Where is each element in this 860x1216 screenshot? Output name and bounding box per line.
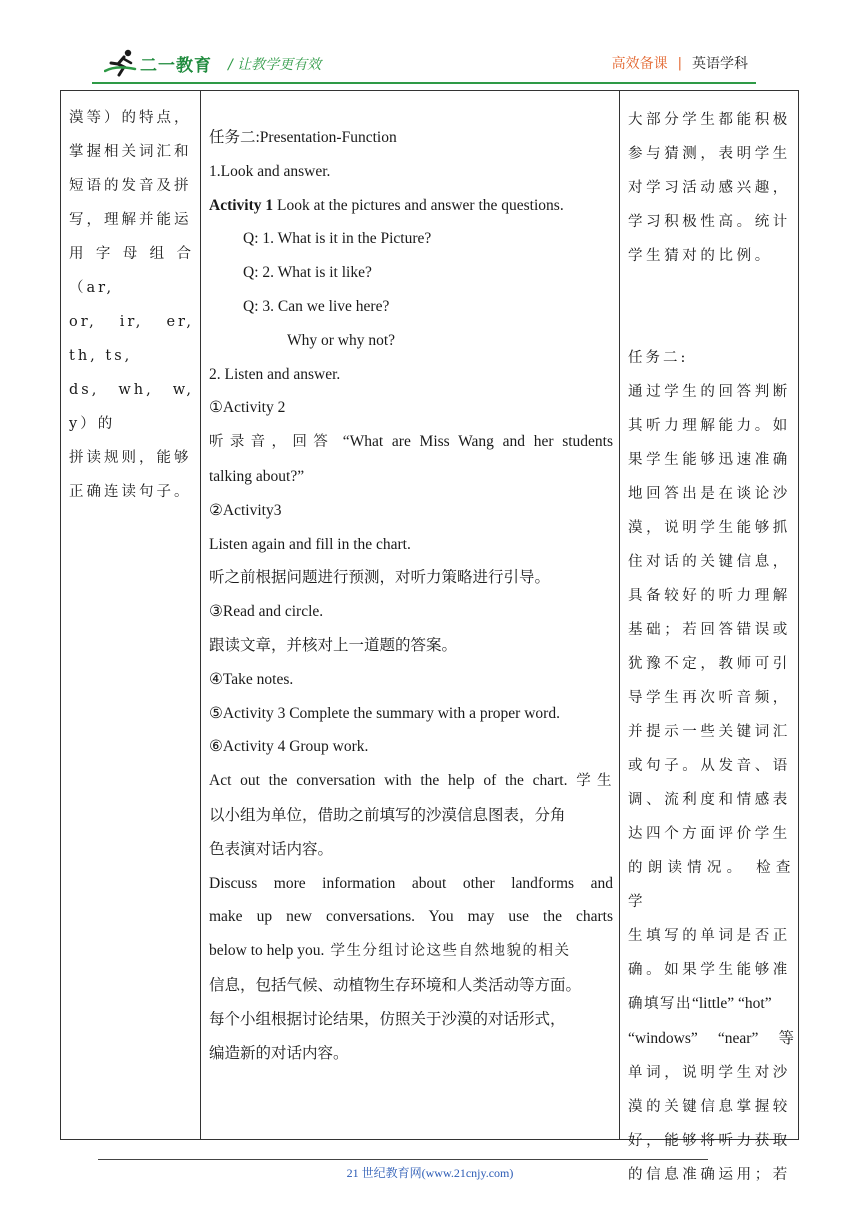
objective-line: 用字母组合（ar, bbox=[69, 246, 194, 296]
evaluation-line-words-2: “windows” “near” 等 bbox=[628, 1029, 794, 1047]
activity-2-instruction-cont: talking about?” bbox=[209, 467, 305, 485]
evaluation-line: 的信息准确运用；若 bbox=[628, 1166, 791, 1183]
discuss-line-5: 每个小组根据讨论结果，仿照关于沙漠的对话形式， bbox=[209, 1010, 566, 1028]
evaluation-line: 达四个方面评价学生 bbox=[628, 826, 791, 842]
step-look-answer: 1.Look and answer. bbox=[209, 162, 331, 180]
activity-2: ①Activity 2 bbox=[209, 399, 286, 417]
evaluation-line-words: 确填写出“little” “hot” bbox=[628, 995, 772, 1012]
objective-line: 掌握相关词汇和 bbox=[69, 144, 192, 160]
act-out-instruction: Act out the conversation with the help of the chart. 学生 bbox=[209, 772, 614, 790]
activity-3: ②Activity3 bbox=[209, 501, 282, 519]
objective-line: 正确连读句子。 bbox=[69, 484, 192, 500]
evaluation-line: 通过学生的回答判断 bbox=[628, 384, 791, 400]
evaluation-line: 漠的关键信息掌握较 bbox=[628, 1098, 791, 1115]
footer-divider bbox=[98, 1159, 708, 1160]
activity-2-instruction: 听录音，回答 “What are Miss Wang and her students bbox=[209, 433, 614, 451]
evaluation-line: 好，能够将听力获取 bbox=[628, 1132, 791, 1149]
objective-line: ds, wh, w, y）的 bbox=[69, 382, 194, 432]
objective-line: 写，理解并能运 bbox=[69, 212, 192, 228]
objective-line: 漠等）的特点， bbox=[69, 110, 192, 126]
evaluation-line: 确。如果学生能够准 bbox=[628, 962, 791, 978]
evaluation-line: 或句子。从发音、语 bbox=[628, 758, 791, 774]
activity-3-note: 听之前根据问题进行预测，对听力策略进行引导。 bbox=[209, 569, 551, 587]
question-3: Q: 3. Can we live here? bbox=[243, 297, 390, 315]
evaluation-line: 学习积极性高。统计 bbox=[628, 214, 791, 230]
evaluation-line: 基础；若回答错误或 bbox=[628, 622, 791, 638]
evaluation-line: 大部分学生都能积极 bbox=[628, 112, 791, 128]
activity-1-label: Activity 1 bbox=[209, 196, 274, 214]
act-out-note-cont: 色表演对话内容。 bbox=[209, 840, 334, 858]
page-header bbox=[0, 0, 860, 84]
question-3-followup: Why or why not? bbox=[287, 331, 396, 349]
header-divider bbox=[92, 82, 756, 84]
take-notes: ④Take notes. bbox=[209, 670, 294, 688]
discuss-line-1: Discuss more information about other landforms and bbox=[209, 874, 613, 892]
logo bbox=[104, 46, 212, 80]
act-out-note: 以小组为单位，借助之前填写的沙漠信息图表，分角 bbox=[209, 806, 566, 824]
task-title: 任务二:Presentation-Function bbox=[209, 129, 397, 146]
objectives-column bbox=[61, 91, 201, 1139]
activity-3-summary: ⑤Activity 3 Complete the summary with a proper word. bbox=[209, 704, 560, 722]
evaluation-line: 其听力理解能力。如 bbox=[628, 418, 791, 434]
evaluation-column bbox=[620, 91, 800, 1183]
objective-line: 短语的发音及拼 bbox=[69, 178, 192, 194]
read-and-circle-note: 跟读文章，并核对上一道题的答案。 bbox=[209, 636, 458, 654]
evaluation-line: 住对话的关键信息， bbox=[628, 554, 791, 570]
evaluation-line: 单词，说明学生对沙 bbox=[628, 1064, 791, 1081]
activity-1-text: Look at the pictures and answer the questions. bbox=[273, 196, 564, 214]
question-1: Q: 1. What is it in the Picture? bbox=[243, 230, 432, 248]
evaluation-line: 调、流利度和情感表 bbox=[628, 792, 791, 808]
footer-text: 21 世纪教育网(www.21cnjy.com) bbox=[346, 1166, 514, 1180]
discuss-line-2: make up new conversations. You may use the charts bbox=[209, 908, 613, 926]
discuss-line-4: 信息，包括气候、动植物生存环境和人类活动等方面。 bbox=[209, 976, 582, 994]
runner-logo-icon bbox=[104, 48, 138, 78]
logo-text: 二一教育 bbox=[140, 55, 212, 76]
course-label: 高效备课 bbox=[611, 56, 668, 72]
discuss-line-3: below to help you. 学生分组讨论这些自然地貌的相关 bbox=[209, 942, 571, 960]
slogan: / 让教学更有效 bbox=[228, 57, 322, 73]
header-right bbox=[612, 53, 748, 73]
activities-column bbox=[201, 91, 620, 1139]
evaluation-line: 对学习活动感兴趣， bbox=[628, 180, 791, 196]
evaluation-line: 地回答出是在谈论沙 bbox=[628, 486, 791, 502]
objective-line: or, ir, er, th, ts, bbox=[69, 314, 194, 364]
evaluation-line: 并提示一些关键词汇 bbox=[628, 724, 791, 740]
evaluation-line: 生填写的单词是否正 bbox=[628, 928, 791, 944]
read-and-circle: ③Read and circle. bbox=[209, 603, 324, 621]
activity-4: ⑥Activity 4 Group work. bbox=[209, 738, 369, 756]
header-separator: | bbox=[677, 55, 682, 71]
evaluation-task-title: 任务二: bbox=[628, 350, 689, 366]
discuss-line-6: 编造新的对话内容。 bbox=[209, 1044, 349, 1062]
evaluation-line: 的朗读情况。 检查学 bbox=[628, 860, 794, 910]
objective-line: 拼读规则，能够 bbox=[69, 450, 192, 466]
evaluation-line: 果学生能够迅速准确 bbox=[628, 452, 791, 468]
evaluation-line: 犹豫不定，教师可引 bbox=[628, 656, 791, 672]
step-listen-answer: 2. Listen and answer. bbox=[209, 365, 341, 383]
subject-label: 英语学科 bbox=[692, 56, 748, 72]
evaluation-line: 漠，说明学生能够抓 bbox=[628, 520, 791, 536]
spacer bbox=[628, 273, 794, 341]
evaluation-line: 导学生再次听音频， bbox=[628, 690, 791, 706]
question-2: Q: 2. What is it like? bbox=[243, 264, 372, 282]
evaluation-line: 具备较好的听力理解 bbox=[628, 588, 791, 604]
evaluation-line: 学生猜对的比例。 bbox=[628, 248, 773, 264]
activity-1 bbox=[209, 189, 613, 223]
activity-3-instruction: Listen again and fill in the chart. bbox=[209, 535, 411, 553]
evaluation-line: 参与猜测，表明学生 bbox=[628, 146, 791, 162]
